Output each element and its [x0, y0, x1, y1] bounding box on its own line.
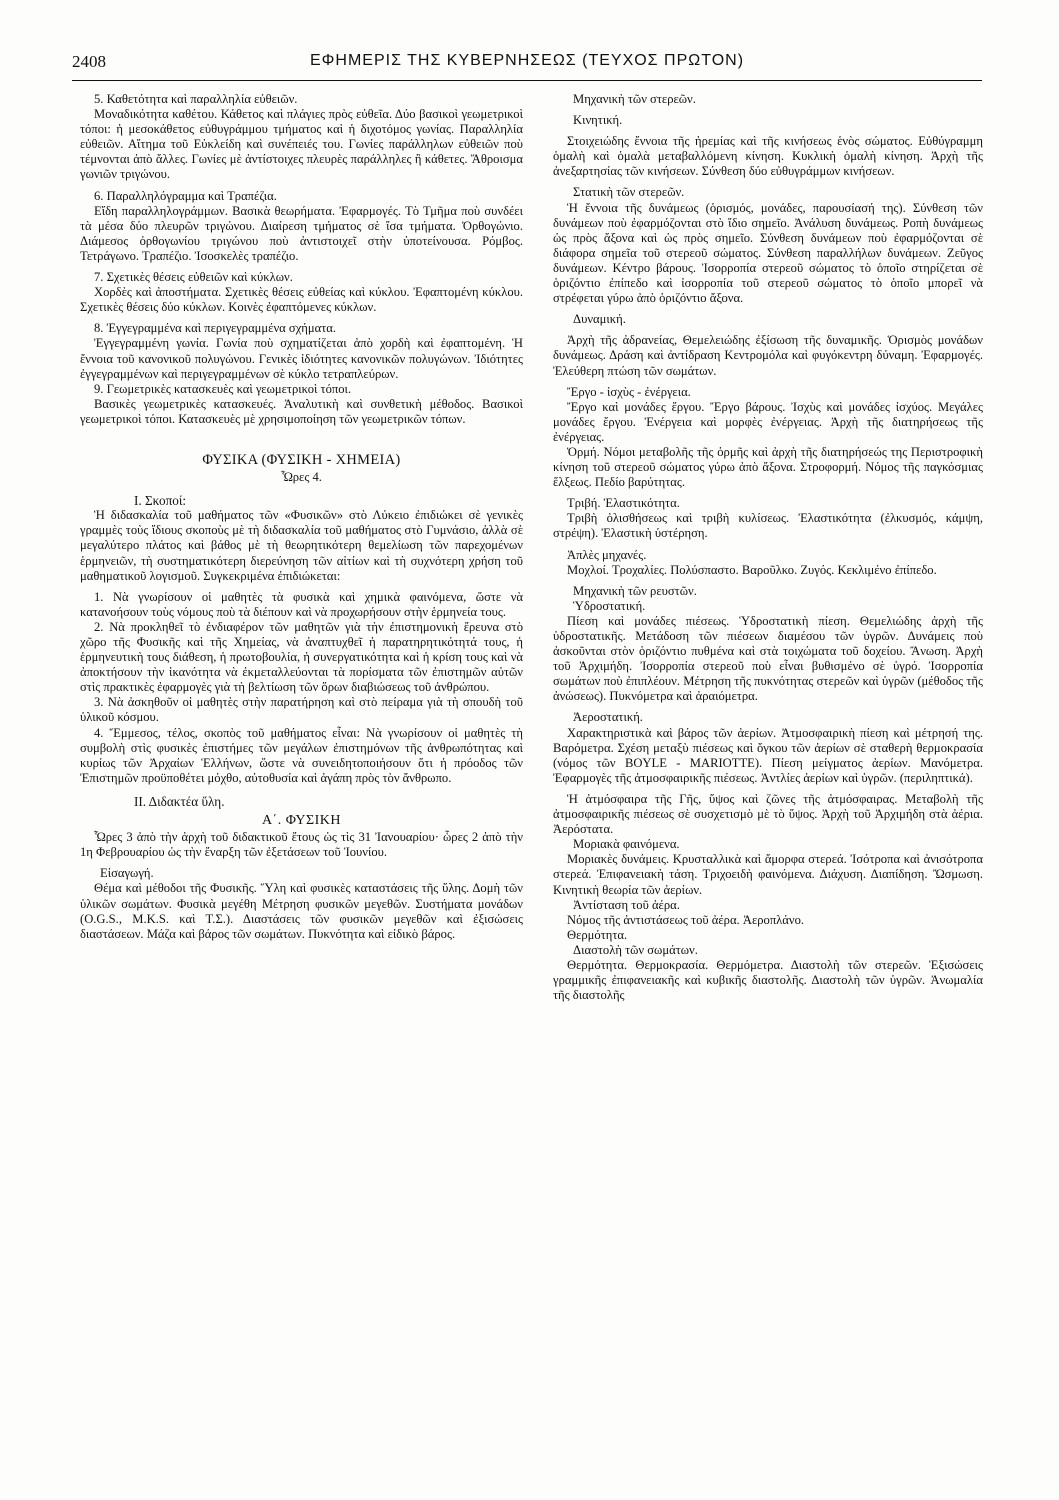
physics-a-heading: Α΄. ΦΥΣΙΚΗ [261, 813, 342, 829]
aims-heading: Ι. Σκοποί: [134, 493, 187, 509]
kinematics-heading: Κινητική. [573, 113, 623, 128]
dynamics-heading: Δυναμική. [573, 312, 626, 327]
section-7-body: Χορδὲς καὶ ἀποστήματα. Σχετικὲς θέσεις εὐθείας καὶ κύκλου. Ἐφαπτομένη κύκλου. Σχετικὲς θέσεις δύο κύκλων. Κοινὲς ἐφαπτόμενες κύκλων. [80, 285, 523, 315]
kinematics-body: Στοιχειώδης ἔννοια τῆς ἠρεμίας καὶ τῆς κινήσεως ἑνὸς σώματος. Εὐθύγραμμη ὁμαλὴ καὶ ὁμαλὰ μεταβαλλόμενη κίνηση. Κυκλικὴ ὁμαλὴ κίνηση. Ἀρχὴ τῆς ἀνεξαρτησίας τῶν κινήσεων. Σύνθεση δύο εὐθυγράμμων κινήσεων. [553, 134, 983, 179]
aerostatics-heading: Ἀεροστατική. [573, 710, 643, 725]
mechanics-fluids-heading: Μηχανικὴ τῶν ρευστῶν. [573, 583, 697, 598]
simple-machines-body: Μοχλοί. Τροχαλίες. Πολύσπαστο. Βαροῦλκο. Ζυγός. Κεκλιμένο ἐπίπεδο. [567, 562, 937, 577]
work-body: Ἔργο καὶ μονάδες ἔργου. Ἔργο βάρους. Ἰσχὺς καὶ μονάδες ἰσχύος. Μεγάλες μονάδες ἔργου. Ἐνέργεια καὶ μορφὲς ἐνέργειας. Ἀρχὴ τῆς διατηρήσεως τῆς ἐνέργειας. [553, 399, 983, 444]
aim-4: 4. Ἔμμεσος, τέλος, σκοπὸς τοῦ μαθήματος εἶναι: Νὰ γνωρίσουν οἱ μαθητὲς τὴ συμβολὴ στὶς φυσικὲς ἐπιστήμες τῶν μεγάλων ἐπιστημόνων τῆς ἀνθρωπότητας καὶ κυρίως τῶν Ἀρχαίων Ἑλλήνων, ὥστε νὰ συνειδητοποιήσουν ὅτι ἡ πρόοδος τῶν Ἐπιστημῶν προϋποθέτει μόχθο, αὐτοθυσία καὶ ἀγάπη πρὸς τὸν ἄνθρωπο. [80, 725, 523, 785]
expansion-body: Θερμότητα. Θερμοκρασία. Θερμόμετρα. Διαστολὴ τῶν στερεῶν. Ἐξισώσεις γραμμικῆς ἐπιφανειακῆς καὶ κυβικῆς διαστολῆς. Διαστολὴ τῶν ὑγρῶν. Ἀνωμαλία τῆς διαστολῆς [553, 957, 983, 1003]
weekly-hours: Ὧρες 4. [281, 470, 322, 485]
physics-heading: ΦΥΣΙΚΑ (ΦΥΣΙΚΗ - ΧΗΜΕΙΑ) [202, 451, 401, 468]
section-6-body: Εἴδη παραλληλογράμμων. Βασικὰ θεωρήματα. Ἐφαρμογές. Τὸ Τμῆμα ποὺ συνδέει τὰ μέσα δύο πλευρῶν τριγώνου. Διαίρεση τμήματος σὲ ἴσα τμήματα. Ὀρθογώνιο. Διάμεσος ὀρθογωνίου τριγώνου ποὺ ἀντιστοιχεῖ στὴν ὑποτείνουσα. Ρόμβος. Τετράγωνο. Τραπέζιο. Ἰσοσκελὲς τραπέζιο. [80, 203, 523, 263]
aerostatics-body: Χαρακτηριστικὰ καὶ βάρος τῶν ἀερίων. Ἀτμοσφαιρικὴ πίεση καὶ μέτρησή της. Βαρόμετρα. Σχέση μεταξὺ πιέσεως καὶ ὄγκου τῶν ἀερίων σὲ σταθερὴ θερμοκρασία (νόμος τῶν BOYLE - MARIOTTE). Πίεση μείγματος ἀερίων. Μανόμετρα. Ἐφαρμογὲς τῆς ἀτμοσφαιρικῆς πιέσεως. Ἀντλίες ἀερίων καὶ ὑγρῶν. (περιληπτικά). [553, 725, 983, 785]
syllabus-heading: ΙΙ. Διδακτέα ὕλη. [134, 793, 225, 809]
aim-3: 3. Νὰ ἀσκηθοῦν οἱ μαθητὲς στὴν παρατήρηση καὶ στὸ πείραμα γιὰ τὴ σπουδὴ τοῦ ὑλικοῦ κόσμου. [80, 695, 523, 725]
section-9-title: 9. Γεωμετρικὲς κατασκευὲς καὶ γεωμετρικοὶ τόποι. [94, 381, 352, 396]
section-9-body: Βασικὲς γεωμετρικὲς κατασκευές. Ἀναλυτικὴ καὶ συνθετικὴ μέθοδος. Βασικοὶ γεωμετρικοὶ τόποι. Κατασκευὲς μὲ χρησιμοποίηση τῶν γεωμετρικῶν τόπων. [80, 396, 523, 426]
right-column [553, 92, 983, 1422]
page-number: 2408 [72, 52, 106, 71]
air-resistance-heading: Ἀντίσταση τοῦ ἀέρα. [573, 897, 680, 912]
expansion-heading: Διαστολὴ τῶν σωμάτων. [573, 942, 698, 957]
hours-note: Ὧρες 3 ἀπὸ τὴν ἀρχὴ τοῦ διδακτικοῦ ἔτους ὡς τὶς 31 Ἰανουαρίου· ὧρες 2 ἀπὸ τὴν 1η Φεβρουαρίου ὡς τὴν ἔναρξη τῶν ἐξετάσεων τοῦ Ἰουνίου. [80, 830, 523, 860]
friction-heading: Τριβή. Ἐλαστικότητα. [567, 496, 680, 511]
page-header [72, 52, 982, 78]
dynamics-body: Ἀρχὴ τῆς ἀδρανείας, Θεμελειώδης ἐξίσωση τῆς δυναμικῆς. Ὁρισμὸς μονάδων δυνάμεως. Δράση καὶ ἀντίδραση Κεντρομόλα καὶ φυγόκεντρη δύναμη. Ἐφαρμογές. Ἐλεύθερη πτώση τῶν σωμάτων. [553, 333, 983, 378]
section-8-title: 8. Ἐγγεγραμμένα καὶ περιγεγραμμένα σχήματα. [94, 321, 337, 336]
section-5-body: Μοναδικότητα καθέτου. Κάθετος καὶ πλάγιες πρὸς εὐθεῖα. Δύο βασικοὶ γεωμετρικοὶ τόποι: ἡ μεσοκάθετος εὐθυγράμμου τμήματος καὶ ἡ διχοτόμος γωνίας. Παραλληλία εὐθειῶν. Αἴτημα τοῦ Εὐκλείδη καὶ συνέπειές του. Γωνίες παράλληλων εὐθειῶν ποὺ τέμνονται ἀπὸ ἄλλες. Γωνίες μὲ ἀντίστοιχες πλευρὲς παράλληλες ἢ κάθετες. Ἄθροισμα γωνιῶν τριγώνου. [80, 107, 523, 182]
hydrostatics-body: Πίεση καὶ μονάδες πιέσεως. Ὑδροστατικὴ πίεση. Θεμελιώδης ἀρχὴ τῆς ὑδροστατικῆς. Μετάδοση τῶν πιέσεων διαμέσου τῶν ὑγρῶν. Δυνάμεις ποὺ ἀσκοῦνται στὸν ὁριζόντιο πυθμένα καὶ στὰ τοιχώματα τοῦ δοχείου. Ἄνωση. Ἀρχὴ τοῦ Ἀρχιμήδη. Ἰσορροπία στερεοῦ ποὺ εἶναι βυθισμένο σὲ ὑγρό. Ἰσορροπία σωμάτων ποὺ ἐπιπλέουν. Μέτρηση τῆς πυκνότητας στερεῶν καὶ ὑγρῶν (μέθοδος τῆς ἀνώσεως). Πυκνόμετρα καὶ ἀραιόμετρα. [553, 613, 983, 704]
aims-intro: Ἡ διδασκαλία τοῦ μαθήματος τῶν «Φυσικῶν» στὸ Λύκειο ἐπιδιώκει σὲ γενικὲς γραμμὲς τοὺς ἴδιους σκοποὺς μὲ τὴ διδασκαλία τοῦ μαθήματος στὸ Γυμνάσιο, ἀλλὰ σὲ μεγαλύτερο πλάτος καὶ βάθος μὲ τὴ θεωρητικότερη θεμελίωση τῶν παρεχομένων ἑρμηνειῶν, τὴ συστηματικότερη διερεύνηση τῶν αἰτίων καὶ τὴ συχνότερη χρήση τοῦ μαθηματικοῦ λογισμοῦ. Συγκεκριμένα ἐπιδιώκεται: [80, 508, 523, 583]
gazette-title: ΕΦΗΜΕΡΙΣ ΤΗΣ ΚΥΒΕΡΝΗΣΕΩΣ (ΤΕΥΧΟΣ ΠΡΩΤΟΝ) [309, 52, 745, 69]
mechanics-solids-heading: Μηχανικὴ τῶν στερεῶν. [573, 92, 696, 106]
air-resistance-body: Νόμος τῆς ἀντιστάσεως τοῦ ἀέρα. Ἀεροπλάνο. [567, 912, 805, 927]
statics-heading: Στατικὴ τῶν στερεῶν. [573, 185, 685, 200]
header-rule [72, 80, 982, 81]
work-heading: Ἔργο - ἰσχὺς - ἐνέργεια. [567, 384, 691, 399]
molecular-body: Μοριακὲς δυνάμεις. Κρυσταλλικὰ καὶ ἄμορφα στερεά. Ἰσότροπα καὶ ἀνισότροπα στερεά. Ἐπιφανειακὴ τάση. Τριχοειδὴ φαινόμενα. Διάχυση. Διαπίδηση. Ὤσμωση. Κινητικὴ θεωρία τῶν ἀερίων. [553, 852, 983, 897]
section-5-title: 5. Καθετότητα καὶ παραλληλία εὐθειῶν. [94, 92, 298, 106]
introduction-body: Θέμα καὶ μέθοδοι τῆς Φυσικῆς. Ὕλη καὶ φυσικὲς καταστάσεις τῆς ὕλης. Δομὴ τῶν ὑλικῶν σωμάτων. Φυσικὰ μεγέθη Μέτρηση φυσικῶν μεγεθῶν. Συστήματα μονάδων (O.G.S., M.K.S. καὶ Τ.Σ.). Διαστάσεις τῶν φυσικῶν μεγεθῶν καὶ ἐξισώσεις διαστάσεων. Μάζα καὶ βάρος τῶν σωμάτων. Πυκνότητα καὶ εἰδικὸ βάρος. [80, 881, 523, 941]
heat-heading: Θερμότητα. [567, 927, 628, 942]
atmosphere-body: Ἡ ἀτμόσφαιρα τῆς Γῆς, ὕψος καὶ ζῶνες τῆς ἀτμόσφαιρας. Μεταβολὴ τῆς ἀτμοσφαιρικῆς πιέσεως σὲ συσχετισμὸ μὲ τὸ ὕψος. Ἀρχὴ τοῦ Ἀρχιμήδη στὰ ἀέρια. Ἀερόστατα. [553, 791, 983, 837]
left-column [80, 92, 523, 1422]
momentum-body: Ὁρμή. Νόμοι μεταβολῆς τῆς ὁρμῆς καὶ ἀρχὴ τῆς διατηρήσεώς της Περιστροφικὴ κίνηση τοῦ στερεοῦ σώματος γύρω ἀπὸ ἄξονα. Στροφορμή. Νόμος τῆς παγκόσμιας ἕλξεως. Πεδίο βαρύτητας. [553, 444, 983, 490]
statics-body: Ἡ ἔννοια τῆς δυνάμεως (ὁρισμός, μονάδες, παρουσίασή της). Σύνθεση τῶν δυνάμεων ποὺ ἐφαρμόζονται στὸ ἴδιο σημεῖο. Ἀνάλυση δυνάμεως. Ροπὴ δυνάμεως ὡς πρὸς ἄξονα καὶ ὡς πρὸς σημεῖο. Σύνθεση δυνάμεων ποὺ ἐφαρμόζονται σὲ διάφορα σημεῖα τοῦ στερεοῦ σώματος. Σύνθεση παραλλήλων δυνάμεων. Ζεῦγος δυνάμεων. Κέντρο βάρους. Ἰσορροπία στερεοῦ σώματος τὸ ὁποῖο στηρίζεται σὲ ὁριζόντιο ἐπίπεδο καὶ ἰσορροπία τοῦ στερεοῦ σώματος τὸ ὁποῖο μπορεῖ νὰ στρέφεται γύρω ἀπὸ ὁριζόντιο ἄξονα. [553, 200, 983, 306]
introduction-heading: Εἰσαγωγή. [100, 866, 154, 881]
section-7-title: 7. Σχετικὲς θέσεις εὐθειῶν καὶ κύκλων. [94, 270, 293, 285]
aim-1: 1. Νὰ γνωρίσουν οἱ μαθητὲς τὰ φυσικὰ καὶ χημικὰ φαινόμενα, ὥστε νὰ κατανοήσουν τοὺς νόμους ποὺ τὰ διέπουν καὶ νὰ προχωρήσουν στὴν ἑρμηνεία τους. [80, 589, 523, 619]
hydrostatics-heading: Ὑδροστατική. [573, 598, 646, 613]
section-6-title: 6. Παραλληλόγραμμα καὶ Τραπέζια. [94, 188, 277, 203]
friction-body: Τριβὴ ὀλισθήσεως καὶ τριβὴ κυλίσεως. Ἐλαστικότητα (ἐλκυσμός, κάμψη, στρέψη). Ἐλαστικὴ ὑστέρηση. [553, 511, 983, 541]
section-8-body: Ἐγγεγραμμένη γωνία. Γωνία ποὺ σχηματίζεται ἀπὸ χορδὴ καὶ ἐφαπτομένη. Ἡ ἔννοια τοῦ κανονικοῦ πολυγώνου. Γενικὲς ἰδιότητες κανονικῶν πολυγώνων. Ἰδιότητες ἐγγεγραμμένων καὶ περιγεγραμμένων σὲ κύκλο τετραπλεύρων. [80, 336, 523, 381]
molecular-heading: Μοριακὰ φαινόμενα. [573, 837, 680, 852]
aim-2: 2. Νὰ προκληθεῖ τὸ ἐνδιαφέρον τῶν μαθητῶν γιὰ τὴν ἐπιστημονικὴ ἔρευνα στὸ χῶρο τῆς Φυσικῆς καὶ τῆς Χημείας, νὰ ἀναπτυχθεῖ ἡ παρατηρητικότητά τους, ἡ ἑρμηνευτικὴ τους διάθεση, ἡ πρωτοβουλία, ἡ συνεργατικότητα καὶ ἡ κρίση τους καὶ νὰ ἀποκτήσουν τὴν ἱκανότητα νὰ ἐκμεταλλεύονται τὰ πορίσματα τῶν ἐπιστημῶν αὐτῶν στὶς πρακτικὲς ἐφαρμογὲς γιὰ τὴ βελτίωση τῶν ὅρων διαβιώσεως τοῦ ἀνθρώπου. [80, 619, 523, 695]
simple-machines-heading: Ἁπλὲς μηχανές. [567, 547, 647, 562]
